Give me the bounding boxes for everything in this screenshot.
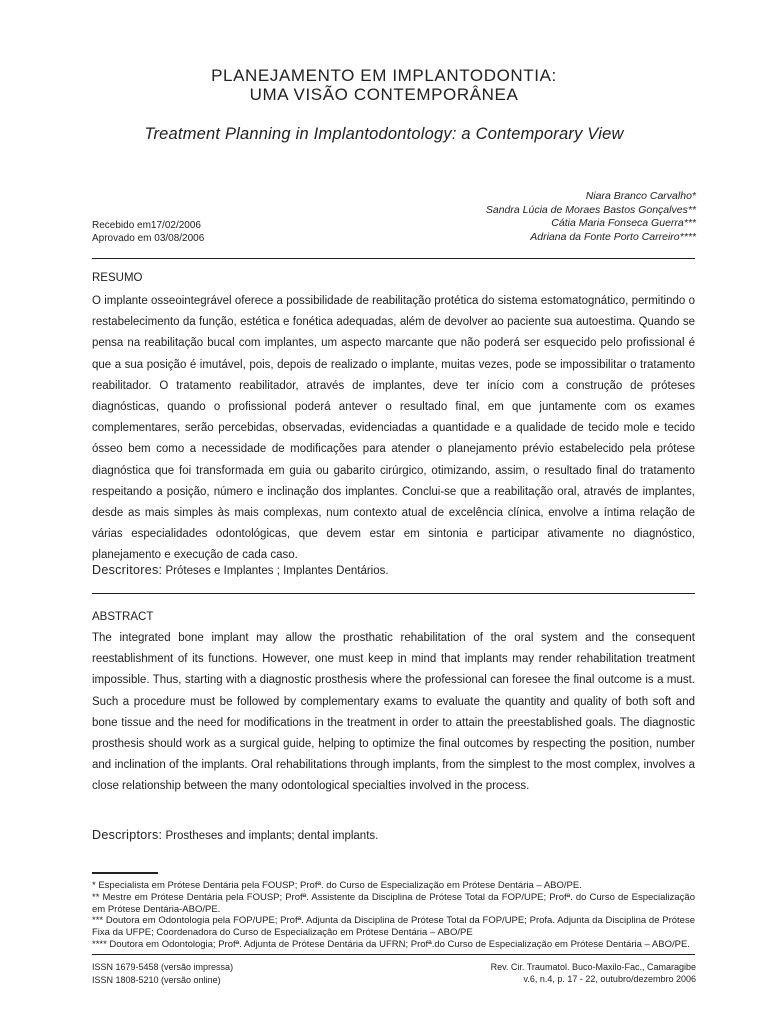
abstract-heading: ABSTRACT: [92, 611, 154, 623]
footnote-3: *** Doutora em Odontologia pela FOP/UPE; Profª. Adjunta da Disciplina de Prótese Total da FOP/UPE; Profa. Adjunta da Disciplina de Prótese Fixa da UFPE; Coordenadora do Curso de Especialização em Prótese Dentária – ABO/PE: [92, 915, 695, 939]
footnotes: [92, 880, 695, 951]
divider: [92, 593, 695, 594]
author-3: Cátia Maria Fonseca Guerra***: [551, 217, 696, 229]
descriptors-value: Próteses e Implantes ; Implantes Dentários.: [165, 565, 389, 577]
descriptors-value: Prostheses and implants; dental implants.: [165, 830, 379, 842]
author-1: Niara Branco Carvalho*: [585, 190, 696, 202]
journal-line-1: Rev. Cir. Traumatol. Buco-Maxilo-Fac., Camaragibe: [490, 962, 696, 972]
approved-date: Aprovado em 03/08/2006: [92, 232, 205, 244]
author-list: [486, 190, 696, 244]
issn-print: ISSN 1679-5458 (versão impressa): [92, 962, 234, 972]
journal-line-2: v.6, n.4, p. 17 - 22, outubro/dezembro 2006: [523, 974, 696, 984]
submission-dates: [92, 220, 204, 245]
english-subtitle: Treatment Planning in Implantodontology: a Contemporary View: [144, 125, 624, 143]
abstract-text: The integrated bone implant may allow the prosthatic rehabilitation of the oral system and the consequent reestablishment of its functions. However, one must keep in mind that implants may render rehabilitation treatment impossible. Thus, starting with a diagnostic prosthesis where the professional can foresee the final outcome is a must. Such a procedure must be followed by complementary exams to evaluate the quantity and quality of both soft and bone tissue and the need for modifications in the treatment in order to attain the preestablished goals. The diagnostic prosthesis should work as a surgical guide, helping to optimize the final outcomes by respecting the position, number and inclination of the implants. Oral rehabilitations through implants, from the simplest to the most complex, involves a close relationship between the many odontological specialties involved in the process.: [92, 632, 695, 793]
resumo-heading: RESUMO: [92, 272, 143, 284]
footnote-1: * Especialista em Prótese Dentária pela FOUSP; Profª. do Curso de Especialização em Prótese Dentária – ABO/PE.: [92, 880, 582, 891]
descriptors-label: Descritores:: [92, 563, 163, 577]
page-title: [0, 66, 768, 104]
divider: [92, 954, 695, 955]
footnote-4: **** Doutora em Odontologia; Profª. Adjunta de Prótese Dentária da UFRN; Profª.do Curso de Especialização em Prótese Dentária – ABO/PE.: [92, 938, 690, 950]
footnote-2: ** Mestre em Prótese Dentária pela FOUSP; Profª. Assistente da Disciplina de Prótese Total da FOP/UPE; Profª. do Curso de Especialização em Prótese Dentária-ABO/PE.: [92, 891, 695, 915]
resumo-descriptors: [92, 563, 695, 577]
footnote-rule: [92, 872, 158, 874]
abstract-descriptors: [92, 828, 695, 842]
received-date: Recebido em17/02/2006: [92, 220, 201, 231]
author-2: Sandra Lúcia de Moraes Bastos Gonçalves**: [485, 203, 696, 216]
issn-block: [92, 961, 233, 987]
author-4: Adriana da Fonte Porto Carreiro****: [530, 230, 696, 243]
title-line-2: UMA VISÃO CONTEMPORÂNEA: [249, 85, 519, 104]
descriptors-label: Descriptors:: [92, 828, 163, 842]
resumo-text: O implante osseointegrável oferece a possibilidade de reabilitação protética do sistema estomatognático, permitindo o restabelecimento da função, estética e fonética adequadas, além de devolver ao paciente sua autoestima. Quando se pensa na reabilitação bucal com implantes, um aspecto marcante que não poderá ser esquecido pelo profissional é que a sua posição é imutável, pois, depois de realizado o implante, muitas vezes, pode se impossibilitar o tratamento reabilitador. O tratamento reabilitador, através de implantes, deve ter início com a construção de próteses diagnósticas, quando o profissional poderá antever o resultado final, em que juntamente com os exames complementares, serão percebidas, observadas, evidenciadas a quantidade e a qualidade de tecido mole e tecido ósseo bem como a necessidade de modificações para atender o planejamento prévio estabelecido pela prótese diagnóstica que foi transformada em guia ou gabarito cirúrgico, otimizando, assim, o resultado final do tratamento respeitando a posição, número e inclinação dos implantes. Conclui-se que a reabilitação oral, através de implantes, desde as mais simples às mais complexas, num contexto atual de excelência clínica, envolve a íntima relação de várias especialidades odontológicas, que devem estar em sintonia e participar ativamente no diagnóstico, planejamento e execução de cada caso.: [92, 295, 695, 562]
divider: [92, 258, 695, 259]
title-line-1: PLANEJAMENTO EM IMPLANTODONTIA:: [211, 66, 557, 85]
journal-citation: [491, 961, 696, 985]
issn-online: ISSN 1808-5210 (versão online): [92, 975, 221, 985]
